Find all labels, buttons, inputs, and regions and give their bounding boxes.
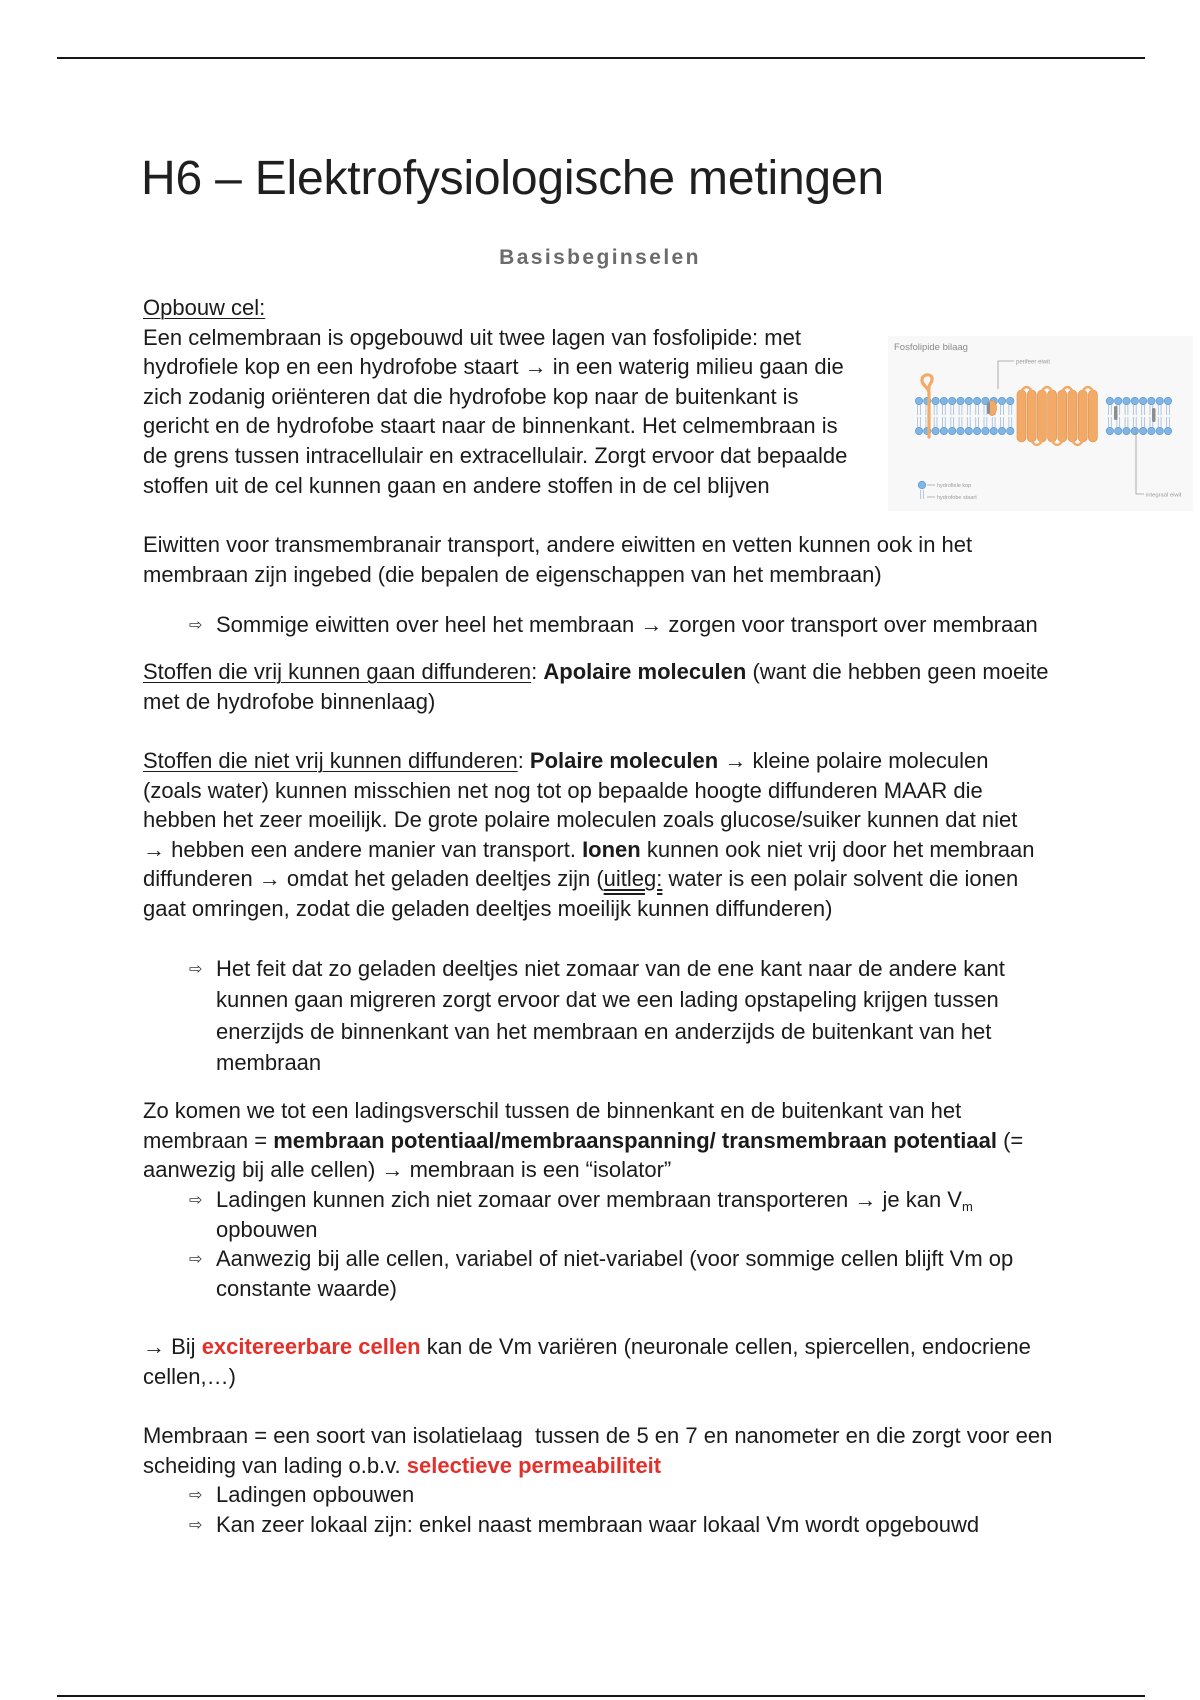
lipid-head (1123, 397, 1130, 404)
lipid-head (1148, 397, 1155, 404)
section-opbouw-cel (143, 293, 847, 500)
text-line: met de hydrofobe binnenlaag) (143, 689, 436, 714)
lipid-head (957, 397, 964, 404)
protein-loop (1022, 387, 1032, 391)
cholesterol-molecule (1152, 408, 1156, 422)
text-segment: → hebben een andere manier van transport. (143, 836, 583, 862)
legend-tail-label: hydrofobe staart (937, 495, 977, 501)
lipid-head (1156, 427, 1163, 434)
subscript: m (961, 1199, 973, 1214)
peripheral-protein-leader-line (998, 361, 1014, 389)
lipid-tail (1009, 405, 1012, 427)
bullet-arrow-icon: ⇨ (189, 1249, 203, 1269)
bullet-text: Kan zeer lokaal zijn: enkel naast membraan waar lokaal Vm wordt opgebouwd (216, 1511, 980, 1537)
bullet-arrow-icon: ⇨ (189, 1514, 203, 1534)
paragraph-exciteerbare-cellen (143, 1332, 1031, 1392)
bullet-continuation: constante waarde) (216, 1275, 397, 1301)
lipid-tail (1125, 405, 1128, 427)
lipid-head (957, 427, 964, 434)
text-line: gaat omringen, zodat die geladen deeltjes moeilijk kunnen diffunderen) (143, 895, 833, 921)
bullet-item (143, 1480, 1052, 1510)
lipid-head (1164, 427, 1171, 434)
bold-term: Apolaire moleculen (543, 659, 747, 684)
lipid-head (1007, 427, 1014, 434)
lipid-head (1139, 427, 1146, 434)
lipid-tail (1133, 405, 1136, 427)
lipid-head (973, 427, 980, 434)
protein-helix (1037, 390, 1046, 442)
highlighted-term: selectieve permeabiliteit (406, 1452, 662, 1478)
lipid-head (998, 397, 1005, 404)
text-segment: diffunderen → omdat het geladen deeltjes zijn ( (143, 866, 604, 892)
paragraph-isolatielaag (143, 1421, 1052, 1539)
protein-helix (1068, 390, 1077, 442)
lipid-head (998, 427, 1005, 434)
label-peripheral-protein: perifeer eiwit (1016, 359, 1051, 366)
text-segment: → kleine polaire moleculen (718, 748, 989, 773)
protein-loop (1042, 387, 1052, 391)
bullet-text: Aanwezig bij alle cellen, variabel of niet-variabel (voor sommige cellen blijft Vm op (216, 1246, 1014, 1272)
section-subtitle: Basisbeginselen (499, 246, 701, 269)
text-line: Een celmembraan is opgebouwd uit twee lagen van fosfolipide: met (143, 324, 801, 350)
bullet-text: Ladingen opbouwen (216, 1482, 415, 1508)
lipid-tail (959, 405, 962, 427)
paragraph-vrij-diffunderen (143, 657, 1048, 717)
membrane-proteins (922, 375, 1156, 445)
lipid-tail (1001, 405, 1004, 427)
protein-loop (1062, 387, 1072, 391)
bilayer-diagram (888, 336, 1193, 511)
underlined-term: Stoffen die vrij kunnen gaan diffunderen (143, 659, 532, 684)
text-line: membraan zijn ingebed (die bepalen de eigenschappen van het membraan) (143, 562, 882, 587)
bold-term: Ionen (582, 836, 641, 862)
lipid-head (932, 397, 939, 404)
integral-protein-leader-line (1136, 429, 1144, 494)
paragraph-membraanpotentiaal (143, 1096, 1023, 1185)
lipid-head (1148, 427, 1155, 434)
text-line (143, 1126, 1023, 1156)
legend-head-icon (918, 481, 926, 489)
text-line: aanwezig bij alle cellen) → membraan is een “isolator” (143, 1157, 672, 1182)
lipid-tail (943, 405, 946, 427)
double-underlined-term: uitleg: (603, 866, 663, 892)
text-line (143, 1332, 1031, 1362)
protein-helix (1058, 390, 1067, 442)
bold-term: membraan potentiaal/membraanspanning/ transmembraan potentiaal (273, 1127, 997, 1153)
cholesterol-molecule (987, 402, 990, 414)
text-segment: membraan = (143, 1127, 274, 1153)
text-line: Membraan = een soort van isolatielaag tussen de 5 en 7 en nanometer en die zorgt voor een (143, 1423, 1053, 1448)
protein-loop (1032, 441, 1042, 445)
protein-loop (1052, 441, 1062, 445)
lipid-head (1106, 397, 1113, 404)
bullet-item (143, 1185, 1013, 1215)
lipid-head (1007, 397, 1014, 404)
lipid-head (1164, 397, 1171, 404)
paragraph-niet-vrij-diffunderen (143, 746, 1035, 924)
text-segment: kan de Vm variëren (neuronale cellen, spiercellen, endocriene (420, 1334, 1031, 1359)
text-line: hydrofiele kop en een hydrofobe staart → in een waterig milieu gaan die (143, 354, 844, 380)
lipid-head (1123, 427, 1130, 434)
bullet-arrow-icon: ⇨ (189, 1485, 203, 1505)
lipid-head (973, 397, 980, 404)
lipid-tail (1142, 405, 1145, 427)
page-title: H6 – Elektrofysiologische metingen (141, 152, 884, 205)
text-line (143, 835, 1035, 865)
lipid-head (915, 427, 922, 434)
text-line: de grens tussen intracellulair en extracellulair. Zorgt ervoor dat bepaalde (143, 442, 848, 468)
text-segment: scheiding van lading o.b.v. (143, 1452, 407, 1478)
underlined-term: Stoffen die niet vrij kunnen diffunderen (143, 748, 518, 773)
protein-loop (1073, 441, 1083, 445)
text-segment: kunnen ook niet vrij door het membraan (640, 836, 1035, 862)
highlighted-term: excitereerbare cellen (201, 1334, 421, 1359)
lipid-tail (976, 405, 979, 427)
lipid-tail (1109, 405, 1112, 427)
bullet-item (143, 1244, 1013, 1274)
text-segment: (= (996, 1127, 1024, 1153)
protein-helix (1017, 390, 1026, 442)
text-line: gericht en de hydrofobe staart naar de binnenkant. Het celmembraan is (143, 413, 838, 439)
lipid-head (949, 397, 956, 404)
lipid-head (1115, 397, 1122, 404)
bullet-continuation: membraan (216, 1049, 322, 1075)
text-line (143, 1451, 1052, 1481)
lipid-tail (934, 405, 937, 427)
lipid-head (940, 427, 947, 434)
lipid-head (1106, 427, 1113, 434)
footer-rule (57, 1695, 1145, 1697)
text-line: zich zodanig oriënteren dat die hydrofobe kop naar de buitenkant is (143, 383, 799, 409)
lipid-head (965, 397, 972, 404)
bold-term: Polaire moleculen (529, 748, 719, 773)
bullet-text: Het feit dat zo geladen deeltjes niet zomaar van de ene kant naar de andere kant (216, 956, 1005, 981)
lipid-tail (967, 405, 970, 427)
text-line: Zo komen we tot een ladingsverschil tussen de binnenkant en de buitenkant van het (143, 1098, 962, 1123)
lipid-head (982, 427, 989, 434)
bullet-continuation: kunnen gaan migreren zorgt ervoor dat we een lading opstapeling krijgen tussen (216, 987, 999, 1013)
text-line (143, 657, 1048, 687)
lipid-head (1156, 397, 1163, 404)
lipid-head (1131, 427, 1138, 434)
bullet-text: Ladingen kunnen zich niet zomaar over membraan transporteren → je kan V (216, 1187, 962, 1212)
bullet-arrow-icon: ⇨ (189, 615, 203, 634)
cholesterol-molecule (1114, 406, 1118, 420)
lipid-tail (951, 405, 954, 427)
bullet-continuation: opbouwen (216, 1216, 318, 1242)
text-line: (zoals water) kunnen misschien net nog tot op bepaalde hoogte diffunderen MAAR die (143, 777, 983, 803)
text-line: Eiwitten voor transmembranair transport, andere eiwitten en vetten kunnen ook in het (143, 532, 973, 557)
lipid-head (932, 427, 939, 434)
bullet-item (143, 610, 1038, 640)
lipid-head (990, 427, 997, 434)
heading-opbouw-cel: Opbouw cel: (143, 295, 266, 320)
bullet-list (143, 610, 1038, 640)
bullet-list (143, 953, 1005, 1078)
header-rule (57, 57, 1145, 59)
lipid-head (1139, 397, 1146, 404)
text-segment: water is een polair solvent die ionen (662, 866, 1019, 892)
protein-helix (1088, 390, 1097, 442)
text-line: cellen,…) (143, 1364, 236, 1389)
section-heading (143, 293, 847, 323)
bullet-item (143, 953, 1005, 984)
text-line (143, 864, 1035, 894)
lipid-head (940, 397, 947, 404)
lipid-tail (1158, 405, 1161, 427)
lipid-head (1115, 427, 1122, 434)
text-segment: : (517, 748, 530, 773)
protein-loop (1083, 387, 1093, 391)
bullet-arrow-icon: ⇨ (189, 959, 203, 978)
text-segment: (want die hebben geen moeite (746, 659, 1049, 684)
text-segment: → Bij (143, 1334, 202, 1359)
protein-helix (1048, 390, 1057, 442)
phospholipid-bilayer-figure (888, 336, 1193, 511)
protein-helix (1027, 390, 1036, 442)
text-segment: : (531, 659, 544, 684)
bullet-arrow-icon: ⇨ (189, 1190, 203, 1209)
bullet-continuation: enerzijds de binnenkant van het membraan en anderzijds de buitenkant van het (216, 1018, 992, 1044)
bullet-list (143, 1185, 1013, 1303)
paragraph-eiwitten (143, 530, 972, 590)
lipid-tail (1167, 405, 1170, 427)
bullet-text: Sommige eiwitten over heel het membraan → zorgen voor transport over membraan (216, 612, 1038, 637)
protein-helix (1078, 390, 1087, 442)
label-integral-protein: integraal eiwit (1146, 492, 1182, 499)
text-line (143, 746, 1035, 776)
figure-title: Fosfolipide bilaag (894, 342, 968, 353)
lipid-head (965, 427, 972, 434)
legend-head-label: hydrofiele kop (937, 483, 972, 489)
text-line: hebben het zeer moeilijk. De grote polaire moleculen zoals glucose/suiker kunnen dat niet (143, 807, 1018, 833)
legend-tail-icon (921, 490, 924, 499)
lipid-head (949, 427, 956, 434)
lipid-head (915, 397, 922, 404)
bullet-item (143, 1510, 1052, 1540)
lipid-head (1131, 397, 1138, 404)
text-line: stoffen uit de cel kunnen gaan en andere stoffen in de cel blijven (143, 472, 770, 498)
lipid-tail (984, 405, 987, 427)
lipid-tail (918, 405, 921, 427)
